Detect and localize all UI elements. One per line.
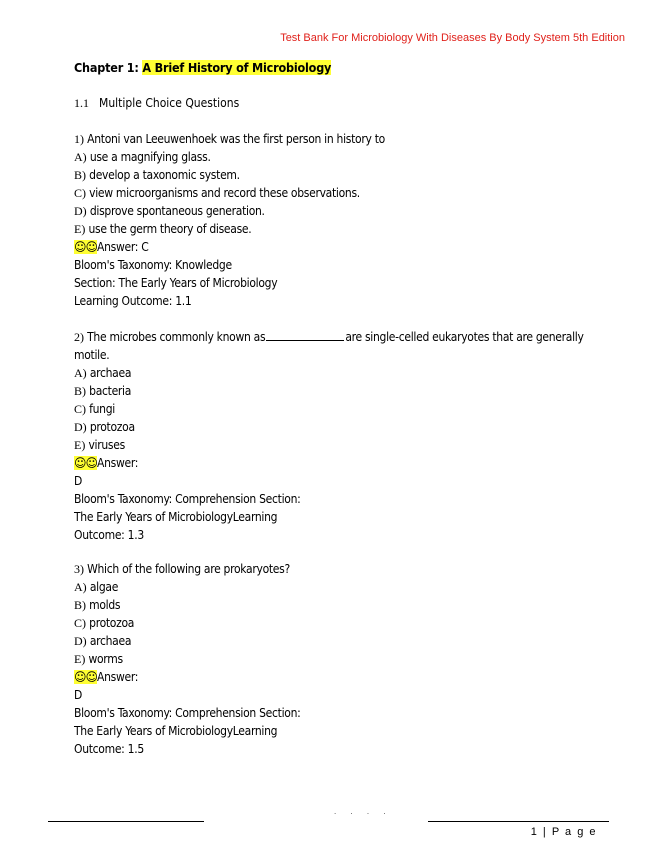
q1-option-d: D) disprove spontaneous generation. xyxy=(74,204,265,218)
q3-option-d: D) archaea xyxy=(74,634,132,648)
footer-rule-left xyxy=(48,821,204,822)
chapter-title: A Brief History of Microbiology xyxy=(142,60,332,75)
q2-section: The Early Years of MicrobiologyLearning xyxy=(74,510,278,524)
q2-option-d: D) protozoa xyxy=(74,420,135,434)
smiley-icon: ☺☺ xyxy=(74,240,98,254)
q1-option-c: C) view microorganisms and record these observations. xyxy=(74,186,360,200)
q3-answer: ☺☺Answer: xyxy=(74,670,139,684)
q1-option-e: E) use the germ theory of disease. xyxy=(74,222,252,236)
q3-option-c: C) protozoa xyxy=(74,616,135,630)
q2-outcome: Outcome: 1.3 xyxy=(74,528,144,542)
q3-answer-value: D xyxy=(74,688,83,702)
q3-bloom: Bloom's Taxonomy: Comprehension Section: xyxy=(74,706,301,720)
q3-outcome: Outcome: 1.5 xyxy=(74,742,144,756)
question-2-cont: motile. xyxy=(74,348,110,362)
question-1: 1) Antoni van Leeuwenhoek was the first person in history to xyxy=(74,132,385,146)
chapter-prefix: Chapter 1: xyxy=(74,60,143,75)
answer-blank xyxy=(266,330,344,341)
smiley-icon: ☺☺ xyxy=(74,456,98,470)
q2-bloom: Bloom's Taxonomy: Comprehension Section: xyxy=(74,492,301,506)
q2-option-a: A) archaea xyxy=(74,366,132,380)
section-title: Multiple Choice Questions xyxy=(99,96,240,110)
q2-option-e: E) viruses xyxy=(74,438,125,452)
q1-bloom: Bloom's Taxonomy: Knowledge xyxy=(74,258,232,272)
page-number: 1 | P a g e xyxy=(530,826,597,838)
footer-rule-right xyxy=(428,821,609,822)
question-3: 3) Which of the following are prokaryotes? xyxy=(74,562,290,576)
q1-answer: ☺☺Answer: C xyxy=(74,240,149,254)
q1-option-a: A) use a magnifying glass. xyxy=(74,150,211,164)
section-number: 1.1 xyxy=(74,96,89,110)
q3-option-b: B) molds xyxy=(74,598,121,612)
q2-answer: ☺☺Answer: xyxy=(74,456,139,470)
q3-section: The Early Years of MicrobiologyLearning xyxy=(74,724,278,738)
q2-option-c: C) fungi xyxy=(74,402,115,416)
header-title: Test Bank For Microbiology With Diseases By Body System 5th Edition xyxy=(280,32,625,44)
q1-option-b: B) develop a taxonomic system. xyxy=(74,168,240,182)
question-2: 2) The microbes commonly known as are single-celled eukaryotes that are generally xyxy=(74,330,584,344)
chapter-heading xyxy=(74,60,331,75)
q3-option-e: E) worms xyxy=(74,652,123,666)
smiley-icon: ☺☺ xyxy=(74,670,98,684)
q2-option-b: B) bacteria xyxy=(74,384,132,398)
q1-outcome: Learning Outcome: 1.1 xyxy=(74,294,192,308)
q3-option-a: A) algae xyxy=(74,580,119,594)
q2-answer-value: D xyxy=(74,474,83,488)
footer-dots: · · · · xyxy=(334,810,392,818)
section-heading xyxy=(74,96,239,111)
q1-section: Section: The Early Years of Microbiology xyxy=(74,276,278,290)
